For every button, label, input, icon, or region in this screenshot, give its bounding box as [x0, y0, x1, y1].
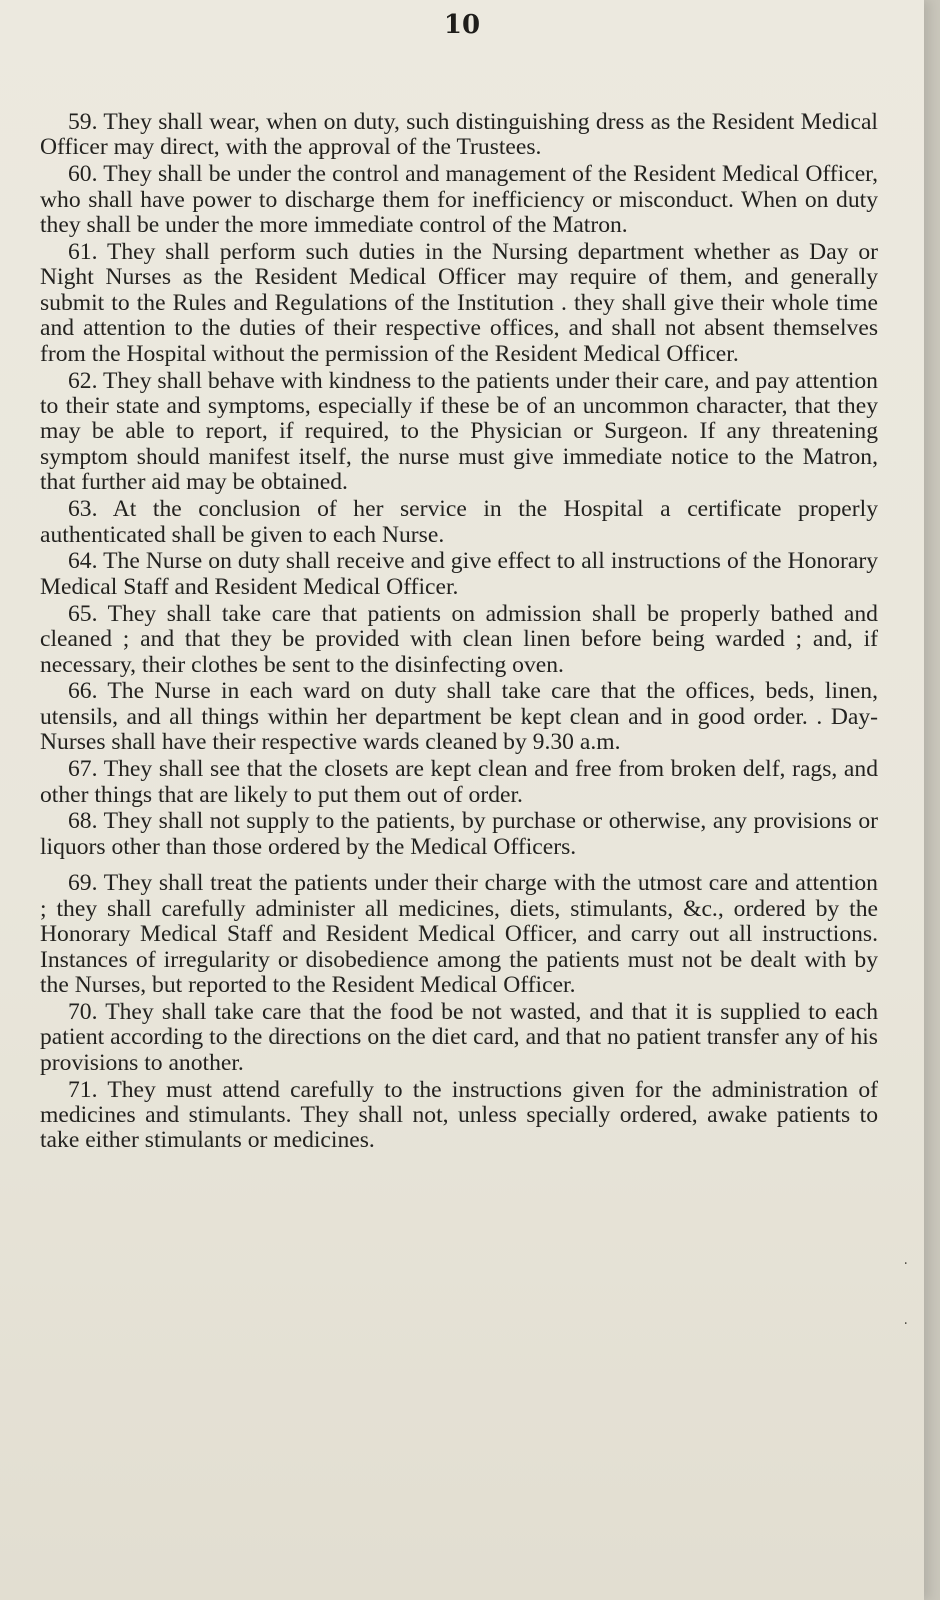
rule-number: 62.	[68, 367, 98, 394]
rule-text: They shall take care that patients on admission shall be properly bathed and cleaned ; and that they be provided with clean linen before being warded ; and, if necessary, their clothes be sent to the disinfecting oven.	[40, 600, 878, 678]
rule-text: They must attend carefully to the instructions given for the administration of medicines and stimulants. They shall not, unless specially ordered, awake patients to take either stimulants or medicines.	[40, 1076, 878, 1154]
rule-text: The Nurse on duty shall receive and give effect to all instructions of the Honorary Medical Staff and Resident Medical Officer.	[40, 548, 878, 600]
rule-71	[40, 1078, 878, 1154]
rule-text: They shall not supply to the patients, by purchase or otherwise, any provisions or liquors other than those ordered by the Medical Officers.	[40, 808, 878, 860]
rules-text	[40, 110, 878, 1155]
rule-61	[40, 240, 878, 367]
rule-60	[40, 162, 878, 238]
rule-69	[40, 871, 878, 998]
rule-text: The Nurse in each ward on duty shall take care that the offices, beds, linen, utensils, and all things within her department be kept clean and in good order. . Day-Nurses shall have their respective wards cleaned by 9.30 a.m.	[40, 678, 878, 756]
rule-70	[40, 1000, 878, 1076]
rule-number: 63.	[68, 496, 98, 523]
rule-text: They shall perform such duties in the Nursing department whether as Day or Night Nurses as the Resident Medical Officer may require of them, and generally submit to the Rules and Regulations of the Institution . they shall give their whole time and attention to the duties of their respective offices, and shall not absent themselves from the Hospital without the permission of the Resident Medical Officer.	[40, 239, 878, 367]
rule-text: They shall take care that the food be not wasted, and that it is supplied to each patient according to the directions on the diet card, and that no patient transfer any of his provisions to another.	[40, 998, 878, 1076]
rule-number: 66.	[68, 678, 98, 705]
rule-number: 68.	[68, 808, 98, 835]
paper-specks: · ·	[903, 1256, 908, 1332]
rule-text: They shall be under the control and management of the Resident Medical Officer, who shall have power to discharge them for inefficiency or misconduct. When on duty they shall be under the more immediate control of the Matron.	[40, 161, 878, 239]
rule-text: They shall behave with kindness to the patients under their care, and pay attention to their state and symptoms, especially if these be of an uncommon character, that they may be able to report, if required, to the Physician or Surgeon. If any threatening symptom should manifest itself, the nurse must give immediate notice to the Matron, that further aid may be obtained.	[40, 367, 878, 496]
rule-number: 64.	[68, 548, 98, 575]
rule-number: 59.	[68, 109, 98, 135]
rule-66	[40, 679, 878, 755]
rule-number: 69.	[68, 870, 98, 897]
rule-67	[40, 757, 878, 808]
rule-64	[40, 549, 878, 600]
rule-number: 61.	[68, 239, 98, 266]
rule-text: They shall see that the closets are kept clean and free from broken delf, rags, and other things that are likely to put them out of order.	[40, 756, 878, 808]
rule-65	[40, 602, 878, 678]
rule-number: 65.	[68, 600, 98, 627]
rule-63	[40, 497, 878, 548]
rule-62	[40, 369, 878, 496]
page-number: 10	[443, 10, 481, 40]
rule-number: 71.	[68, 1076, 98, 1103]
rule-text: They shall wear, when on duty, such distinguishing dress as the Resident Medical Officer may direct, with the approval of the Trustees.	[40, 109, 878, 161]
rule-68	[40, 809, 878, 860]
rule-number: 60.	[68, 161, 98, 188]
rule-59	[40, 110, 878, 161]
rule-text: They shall treat the patients under their charge with the utmost care and attention ; they shall carefully administer all medicines, diets, stimulants, &c., ordered by the Honorary Medical Staff and Resident Medical Officer, and carry out all instructions. Instances of irregularity or disobedience among the patients must not be dealt with by the Nurses, but reported to the Resident Medical Officer.	[40, 870, 878, 998]
rule-number: 67.	[68, 756, 98, 783]
rule-text: At the conclusion of her service in the Hospital a certificate properly authenticated shall be given to each Nurse.	[40, 496, 878, 548]
rule-number: 70.	[68, 998, 98, 1025]
